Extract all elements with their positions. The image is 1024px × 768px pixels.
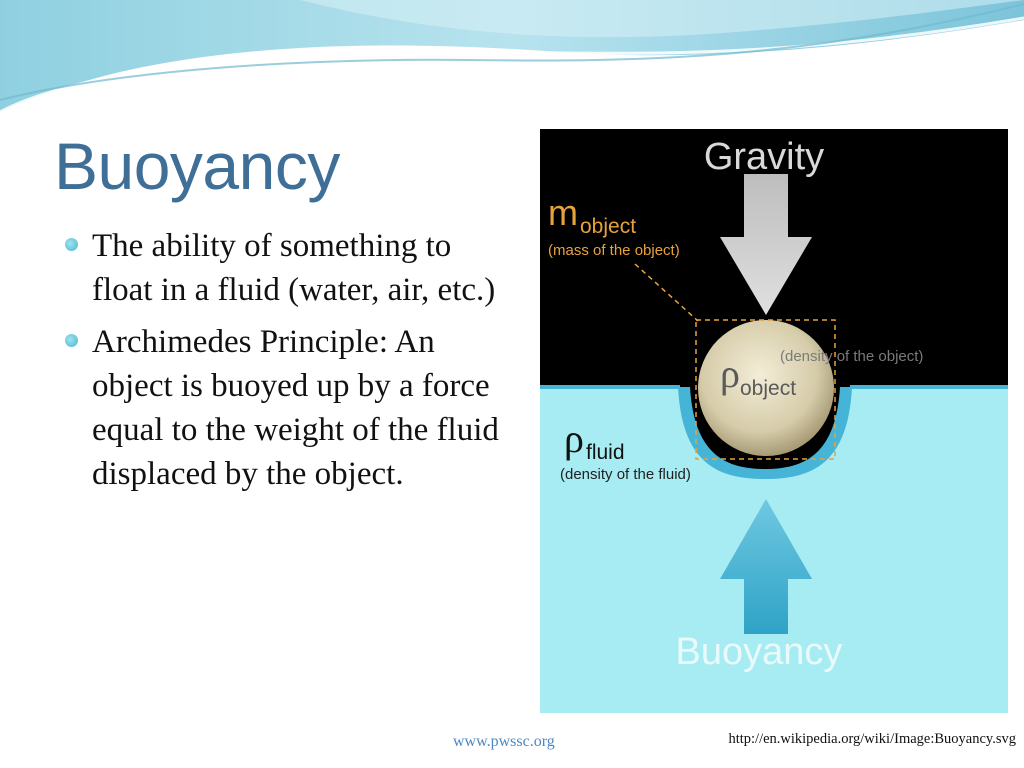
fluid-density-caption: (density of the fluid) xyxy=(560,466,691,483)
object-density-caption: (density of the object) xyxy=(780,348,924,365)
mass-caption: (mass of the object) xyxy=(548,242,680,259)
fluid-density-subscript: fluid xyxy=(586,441,625,464)
bullet-item xyxy=(62,320,512,496)
mass-subscript: object xyxy=(580,215,637,238)
bullet-list xyxy=(62,224,512,504)
bullet-dot-icon xyxy=(65,238,78,251)
object-density-symbol: ρ xyxy=(720,351,740,396)
bullet-text: Archimedes Principle: An object is buoyed up by a force equal to the weight of the fluid displaced by the object. xyxy=(92,324,499,492)
object-density-subscript: object xyxy=(740,377,797,400)
header-wave-decoration xyxy=(0,0,1024,120)
bullet-text: The ability of something to float in a fluid (water, air, etc.) xyxy=(92,228,496,308)
slide-title: Buoyancy xyxy=(54,129,340,203)
bullet-item xyxy=(62,224,512,312)
buoyancy-label: Buoyancy xyxy=(675,631,843,673)
gravity-label: Gravity xyxy=(703,136,825,178)
footer-site-link[interactable]: www.pwssc.org xyxy=(453,733,555,750)
fluid-density-symbol: ρ xyxy=(564,416,584,461)
buoyancy-diagram xyxy=(540,129,1008,713)
mass-symbol: m xyxy=(548,192,578,233)
bullet-dot-icon xyxy=(65,334,78,347)
image-source-citation: http://en.wikipedia.org/wiki/Image:Buoyancy.svg xyxy=(728,731,1016,747)
